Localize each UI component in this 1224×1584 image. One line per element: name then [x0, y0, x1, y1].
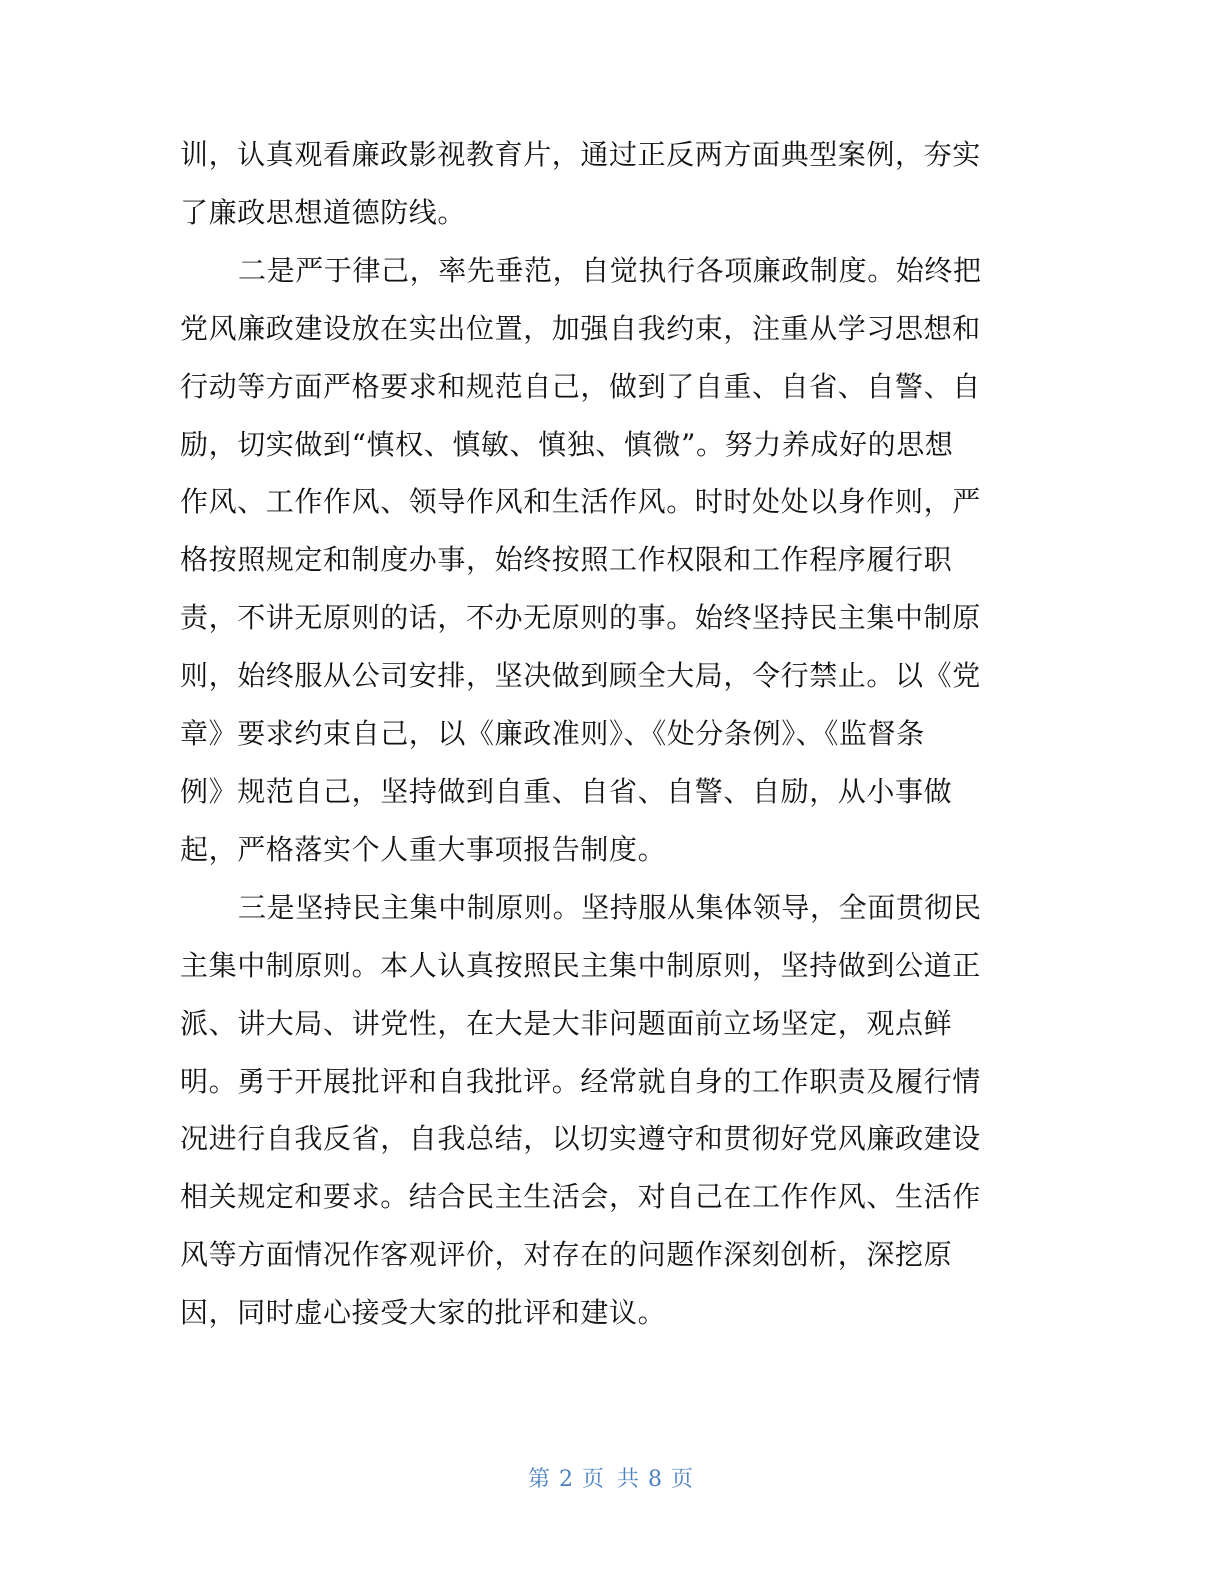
text-line: 了廉政思想道德防线。 — [180, 195, 467, 229]
current-page-number: 2 — [559, 1467, 576, 1492]
paragraph-first-line: 三是坚持民主集中制原则。坚持服从集体领导，全面贯彻民 — [238, 890, 982, 924]
text-line: 派、讲大局、讲党性，在大是大非问题面前立场坚定，观点鲜 — [180, 1006, 953, 1040]
text-line: 因，同时虚心接受大家的批评和建议。 — [180, 1296, 667, 1330]
footer-suffix: 页 — [671, 1467, 697, 1492]
text-line: 主集中制原则。本人认真按照民主集中制原则，坚持做到公道正 — [180, 948, 981, 982]
total-pages-number: 8 — [648, 1467, 665, 1492]
text-line: 例》规范自己，坚持做到自重、自省、自警、自励，从小事做 — [180, 774, 953, 808]
paragraph-first-line: 二是严于律己，率先垂范，自觉执行各项廉政制度。始终把 — [238, 253, 982, 287]
text-line: 训，认真观看廉政影视教育片，通过正反两方面典型案例，夯实 — [180, 138, 981, 171]
text-line: 责，不讲无原则的话，不办无原则的事。始终坚持民主集中制原 — [180, 601, 981, 635]
text-line: 励，切实做到“慎权、慎敏、慎独、慎微”。努力养成好的思想 — [180, 427, 954, 461]
text-line: 则，始终服从公司安排，坚决做到顾全大局，令行禁止。以《党 — [180, 659, 981, 693]
text-line: 行动等方面严格要求和规范自己，做到了自重、自省、自警、自 — [180, 369, 981, 403]
text-line: 章》要求约束自己，以《廉政准则》、《处分条例》、《监督条 — [180, 717, 925, 751]
text-line: 况进行自我反省，自我总结，以切实遵守和贯彻好党风廉政建设 — [180, 1122, 981, 1156]
text-line: 明。勇于开展批评和自我批评。经常就自身的工作职责及履行情 — [180, 1064, 981, 1098]
text-line: 作风、工作作风、领导作风和生活作风。时时处处以身作则，严 — [180, 485, 981, 519]
text-line: 起，严格落实个人重大事项报告制度。 — [180, 832, 667, 866]
footer-prefix: 第 — [527, 1467, 553, 1492]
text-line: 风等方面情况作客观评价，对存在的问题作深刻创析，深挖原 — [180, 1238, 953, 1272]
document-body — [180, 126, 1015, 1342]
text-line: 格按照规定和制度办事，始终按照工作权限和工作程序履行职 — [180, 543, 953, 577]
footer-middle: 页 共 — [582, 1467, 642, 1492]
page-number-footer — [0, 1464, 1224, 1496]
text-line: 相关规定和要求。结合民主生活会，对自己在工作作风、生活作 — [180, 1180, 981, 1214]
text-line: 党风廉政建设放在实出位置，加强自我约束，注重从学习思想和 — [180, 311, 981, 345]
